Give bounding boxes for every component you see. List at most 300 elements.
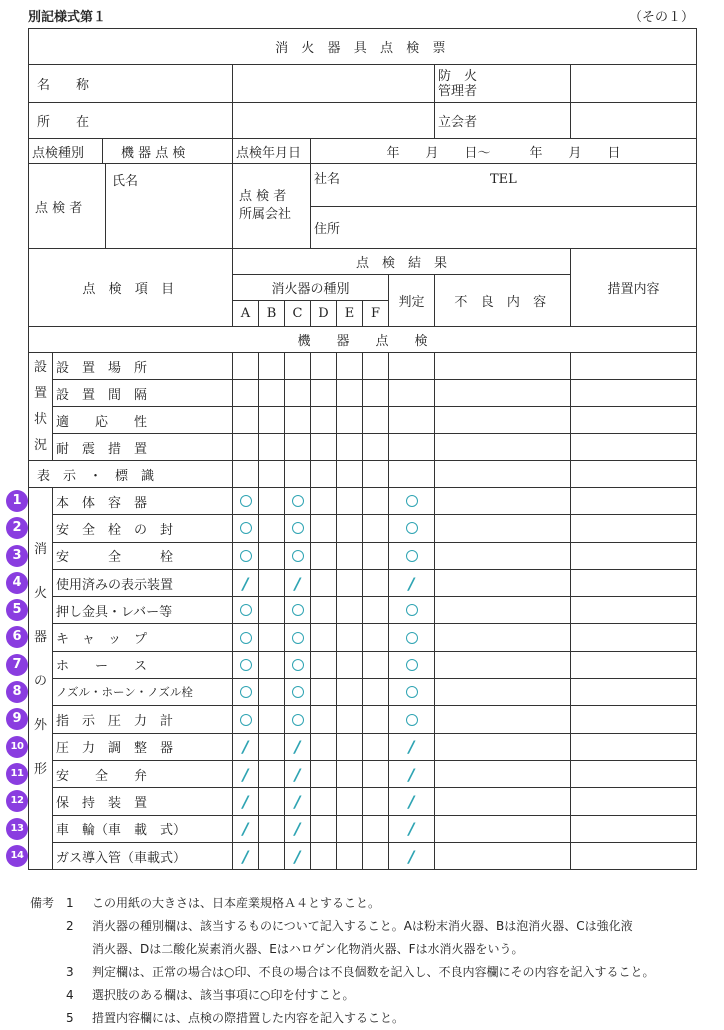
ext-item: 押し金具・レバー等	[53, 597, 233, 624]
result-type-e[interactable]	[337, 733, 363, 760]
slash-mark-icon: /	[408, 764, 415, 784]
slash-mark-icon: /	[294, 846, 301, 866]
result-type-c[interactable]	[285, 488, 311, 515]
note-head	[30, 938, 66, 961]
result-cell[interactable]	[337, 461, 363, 488]
fire-manager-label: 防 火 管理者	[435, 65, 571, 103]
ok-circle-icon	[240, 604, 252, 616]
result-type-a[interactable]	[233, 733, 259, 760]
company-address-field[interactable]: 住所	[311, 206, 697, 249]
result-type-c[interactable]	[285, 679, 311, 706]
result-cell[interactable]	[311, 461, 337, 488]
company-label: 点 検 者 所属会社	[233, 164, 311, 249]
form-title: 消 火 器 具 点 検 票	[29, 29, 697, 65]
item-number-badge: 14	[6, 845, 28, 867]
slash-mark-icon: /	[294, 819, 301, 839]
note-head	[30, 915, 66, 938]
name-field[interactable]	[233, 65, 435, 103]
result-cell[interactable]	[389, 407, 435, 434]
result-type-a[interactable]	[233, 706, 259, 733]
result-type-f[interactable]	[363, 651, 389, 678]
note-text: 選択肢のある欄は、該当事項に○印を付すこと。	[92, 988, 355, 1002]
ext-item: 安 全 弁	[53, 760, 233, 787]
judge-cell[interactable]	[389, 515, 435, 542]
note-text: 措置内容欄には、点検の際措置した内容を記入すること。	[92, 1011, 405, 1025]
ok-circle-icon	[406, 522, 418, 534]
note-text: 消火器、Dは二酸化炭素消火器、Eはハロゲン化物消火器、Fは水消火器をいう。	[92, 942, 524, 956]
result-cell[interactable]	[435, 407, 571, 434]
measures-cell[interactable]	[571, 760, 697, 787]
result-type-a[interactable]	[233, 760, 259, 787]
ok-circle-icon	[406, 550, 418, 562]
measures-cell[interactable]	[571, 706, 697, 733]
ok-circle-icon	[240, 522, 252, 534]
type-f: F	[363, 301, 389, 327]
ok-circle-icon	[292, 714, 304, 726]
result-type-b[interactable]	[259, 569, 285, 596]
defect-cell[interactable]	[435, 788, 571, 815]
result-cell[interactable]	[259, 434, 285, 461]
ext-item: ガス導入管（車載式）	[53, 842, 233, 869]
ok-circle-icon	[406, 632, 418, 644]
ok-circle-icon	[406, 714, 418, 726]
result-type-e[interactable]	[337, 651, 363, 678]
result-cell[interactable]	[571, 434, 697, 461]
item-number-badge: 2	[6, 517, 28, 539]
slash-mark-icon: /	[294, 737, 301, 757]
result-type-d[interactable]	[311, 651, 337, 678]
result-type-f[interactable]	[363, 488, 389, 515]
measures-cell[interactable]	[571, 788, 697, 815]
result-cell[interactable]	[337, 434, 363, 461]
result-cell[interactable]	[233, 353, 259, 380]
ext-item: 安 全 栓 の 封	[53, 515, 233, 542]
measures-cell[interactable]	[571, 569, 697, 596]
slash-mark-icon: /	[408, 573, 415, 593]
result-type-e[interactable]	[337, 842, 363, 869]
measures-cell[interactable]	[571, 815, 697, 842]
slash-mark-icon: /	[408, 737, 415, 757]
ok-circle-icon	[292, 604, 304, 616]
result-type-a[interactable]	[233, 488, 259, 515]
result-type-e[interactable]	[337, 788, 363, 815]
note-head	[30, 1007, 66, 1030]
ok-circle-icon	[292, 550, 304, 562]
result-cell[interactable]	[571, 353, 697, 380]
result-type-d[interactable]	[311, 679, 337, 706]
result-cell[interactable]	[259, 461, 285, 488]
slash-mark-icon: /	[294, 791, 301, 811]
location-field[interactable]	[233, 103, 435, 139]
result-cell[interactable]	[285, 407, 311, 434]
result-cell[interactable]	[363, 434, 389, 461]
measures-cell[interactable]	[571, 597, 697, 624]
result-type-d[interactable]	[311, 788, 337, 815]
judge-cell[interactable]	[389, 733, 435, 760]
ok-circle-icon	[240, 714, 252, 726]
note-head: 備考	[30, 896, 55, 910]
type-b: B	[259, 301, 285, 327]
item-number-badge: 11	[6, 763, 28, 785]
result-type-b[interactable]	[259, 515, 285, 542]
judge-cell[interactable]	[389, 760, 435, 787]
note-number: 1	[66, 896, 74, 910]
result-type-f[interactable]	[363, 597, 389, 624]
witness-label: 立会者	[435, 103, 571, 139]
ok-circle-icon	[240, 495, 252, 507]
judge-cell[interactable]	[389, 842, 435, 869]
defect-header: 不 良 内 容	[435, 275, 571, 327]
result-type-c[interactable]	[285, 760, 311, 787]
ok-circle-icon	[406, 495, 418, 507]
result-type-c[interactable]	[285, 597, 311, 624]
result-type-b[interactable]	[259, 542, 285, 569]
fire-manager-field[interactable]	[571, 65, 697, 103]
result-type-d[interactable]	[311, 624, 337, 651]
ok-circle-icon	[240, 632, 252, 644]
result-type-c[interactable]	[285, 706, 311, 733]
ext-item: 圧 力 調 整 器	[53, 733, 233, 760]
judge-cell[interactable]	[389, 651, 435, 678]
result-cell[interactable]	[233, 407, 259, 434]
item-number-badge: 5	[6, 599, 28, 621]
slash-mark-icon: /	[408, 846, 415, 866]
result-cell[interactable]	[363, 407, 389, 434]
note-line	[30, 984, 710, 1007]
item-number-badge: 6	[6, 626, 28, 648]
result-type-f[interactable]	[363, 542, 389, 569]
result-type-b[interactable]	[259, 842, 285, 869]
result-cell[interactable]	[285, 434, 311, 461]
result-cell[interactable]	[233, 461, 259, 488]
result-type-b[interactable]	[259, 488, 285, 515]
result-type-a[interactable]	[233, 597, 259, 624]
result-type-c[interactable]	[285, 788, 311, 815]
inspector: 点 検 者 氏名	[29, 164, 233, 249]
ext-type-header: 消火器の種別	[233, 275, 389, 301]
ok-circle-icon	[292, 495, 304, 507]
note-number: 2	[66, 919, 74, 933]
note-head	[30, 984, 66, 1007]
section-header: 機 器 点 検	[29, 327, 697, 353]
measures-cell[interactable]	[571, 624, 697, 651]
result-type-b[interactable]	[259, 788, 285, 815]
ext-item: キ ャ ッ プ	[53, 624, 233, 651]
item-number-badge: 7	[6, 654, 28, 676]
ext-item: 指 示 圧 力 計	[53, 706, 233, 733]
ok-circle-icon	[240, 659, 252, 671]
result-type-c[interactable]	[285, 624, 311, 651]
result-cell[interactable]	[337, 380, 363, 407]
measures-cell[interactable]	[571, 488, 697, 515]
ok-circle-icon	[292, 632, 304, 644]
note-number: 4	[66, 988, 74, 1002]
defect-cell[interactable]	[435, 597, 571, 624]
defect-cell[interactable]	[435, 515, 571, 542]
ok-circle-icon	[240, 550, 252, 562]
measures-cell[interactable]	[571, 515, 697, 542]
result-type-c[interactable]	[285, 651, 311, 678]
result-type-b[interactable]	[259, 679, 285, 706]
ext-item: 使用済みの表示装置	[53, 569, 233, 596]
result-type-c[interactable]	[285, 842, 311, 869]
result-type-c[interactable]	[285, 569, 311, 596]
result-type-e[interactable]	[337, 760, 363, 787]
name-label: 名 称	[29, 65, 233, 103]
result-cell[interactable]	[389, 461, 435, 488]
slash-mark-icon: /	[294, 764, 301, 784]
defect-cell[interactable]	[435, 815, 571, 842]
measures-cell[interactable]	[571, 842, 697, 869]
result-cell[interactable]	[389, 353, 435, 380]
display-item: 表 示 ・ 標 識	[29, 461, 233, 488]
items-header: 点 検 項 目	[29, 249, 233, 327]
inspection-kind: 点検種別 機 器 点 検	[29, 139, 233, 164]
result-cell[interactable]	[435, 380, 571, 407]
slash-mark-icon: /	[294, 573, 301, 593]
ext-item: 車 輪（車 載 式）	[53, 815, 233, 842]
note-head	[30, 961, 66, 984]
result-type-b[interactable]	[259, 706, 285, 733]
result-cell[interactable]	[337, 407, 363, 434]
result-type-b[interactable]	[259, 733, 285, 760]
result-type-f[interactable]	[363, 760, 389, 787]
note-line	[30, 1007, 710, 1030]
note-line	[30, 961, 710, 984]
result-type-d[interactable]	[311, 760, 337, 787]
result-type-d[interactable]	[311, 815, 337, 842]
result-cell[interactable]	[435, 353, 571, 380]
judge-cell[interactable]	[389, 597, 435, 624]
install-item: 適 応 性	[53, 407, 233, 434]
defect-cell[interactable]	[435, 624, 571, 651]
result-cell[interactable]	[435, 461, 571, 488]
result-type-a[interactable]	[233, 542, 259, 569]
inspector-name-field[interactable]: 氏名	[112, 174, 139, 189]
result-type-e[interactable]	[337, 488, 363, 515]
note-line	[30, 938, 710, 961]
defect-cell[interactable]	[435, 842, 571, 869]
result-type-e[interactable]	[337, 515, 363, 542]
measures-cell[interactable]	[571, 542, 697, 569]
note-line	[30, 892, 710, 915]
result-cell[interactable]	[259, 353, 285, 380]
result-type-f[interactable]	[363, 679, 389, 706]
ext-item: ノズル・ホーン・ノズル栓	[53, 679, 233, 706]
result-type-a[interactable]	[233, 679, 259, 706]
result-type-f[interactable]	[363, 815, 389, 842]
judge-cell[interactable]	[389, 706, 435, 733]
result-type-e[interactable]	[337, 679, 363, 706]
result-type-b[interactable]	[259, 624, 285, 651]
result-type-c[interactable]	[285, 815, 311, 842]
result-type-e[interactable]	[337, 815, 363, 842]
result-type-d[interactable]	[311, 597, 337, 624]
result-cell[interactable]	[571, 461, 697, 488]
slash-mark-icon: /	[408, 791, 415, 811]
judge-cell[interactable]	[389, 679, 435, 706]
result-type-d[interactable]	[311, 515, 337, 542]
page-indicator: （その１）	[628, 10, 694, 25]
result-cell[interactable]	[389, 380, 435, 407]
result-cell[interactable]	[337, 353, 363, 380]
date-label: 点検年月日	[233, 139, 311, 164]
ok-circle-icon	[406, 686, 418, 698]
judge-cell[interactable]	[389, 569, 435, 596]
defect-cell[interactable]	[435, 542, 571, 569]
result-type-f[interactable]	[363, 624, 389, 651]
slash-mark-icon: /	[242, 573, 249, 593]
item-number-badge: 3	[6, 545, 28, 567]
item-number-badge: 4	[6, 572, 28, 594]
judge-cell[interactable]	[389, 624, 435, 651]
slash-mark-icon: /	[242, 791, 249, 811]
result-type-a[interactable]	[233, 515, 259, 542]
result-type-a[interactable]	[233, 651, 259, 678]
item-number-badge: 12	[6, 790, 28, 812]
defect-cell[interactable]	[435, 488, 571, 515]
ok-circle-icon	[406, 604, 418, 616]
result-type-d[interactable]	[311, 542, 337, 569]
measures-header: 措置内容	[571, 249, 697, 327]
result-type-b[interactable]	[259, 651, 285, 678]
result-type-f[interactable]	[363, 842, 389, 869]
defect-cell[interactable]	[435, 760, 571, 787]
witness-field[interactable]	[571, 103, 697, 139]
ok-circle-icon	[240, 686, 252, 698]
type-a: A	[233, 301, 259, 327]
slash-mark-icon: /	[242, 846, 249, 866]
result-cell[interactable]	[311, 407, 337, 434]
result-type-c[interactable]	[285, 733, 311, 760]
result-type-e[interactable]	[337, 569, 363, 596]
judge-header: 判定	[389, 275, 435, 327]
judge-cell[interactable]	[389, 542, 435, 569]
result-type-e[interactable]	[337, 706, 363, 733]
note-text: 消火器の種別欄は、該当するものについて記入すること。Aは粉末消火器、Bは泡消火器、Cは強化液	[92, 919, 633, 933]
result-type-a[interactable]	[233, 624, 259, 651]
result-type-d[interactable]	[311, 733, 337, 760]
install-item: 設 置 場 所	[53, 353, 233, 380]
inspection-form-table	[28, 28, 697, 870]
slash-mark-icon: /	[242, 819, 249, 839]
result-cell[interactable]	[363, 461, 389, 488]
result-type-a[interactable]	[233, 815, 259, 842]
result-type-b[interactable]	[259, 815, 285, 842]
ext-item: 保 持 装 置	[53, 788, 233, 815]
judge-cell[interactable]	[389, 788, 435, 815]
result-cell[interactable]	[259, 407, 285, 434]
install-status-label: 設置状況	[29, 353, 53, 461]
result-cell[interactable]	[363, 380, 389, 407]
result-cell[interactable]	[311, 434, 337, 461]
result-type-c[interactable]	[285, 542, 311, 569]
result-type-f[interactable]	[363, 569, 389, 596]
result-cell[interactable]	[571, 380, 697, 407]
defect-cell[interactable]	[435, 733, 571, 760]
judge-cell[interactable]	[389, 815, 435, 842]
result-cell[interactable]	[285, 353, 311, 380]
notes-section	[30, 892, 710, 1030]
install-item: 設 置 間 隔	[53, 380, 233, 407]
result-type-a[interactable]	[233, 569, 259, 596]
appearance-label: 消火器の外形	[29, 488, 53, 870]
results-header: 点 検 結 果	[233, 249, 571, 275]
ok-circle-icon	[292, 659, 304, 671]
result-type-d[interactable]	[311, 569, 337, 596]
result-type-d[interactable]	[311, 706, 337, 733]
ok-circle-icon	[406, 659, 418, 671]
defect-cell[interactable]	[435, 679, 571, 706]
note-number	[66, 938, 92, 961]
result-type-e[interactable]	[337, 624, 363, 651]
ext-item: 本 体 容 器	[53, 488, 233, 515]
result-type-d[interactable]	[311, 488, 337, 515]
note-number: 3	[66, 965, 74, 979]
measures-cell[interactable]	[571, 733, 697, 760]
result-cell[interactable]	[285, 380, 311, 407]
install-item: 耐 震 措 置	[53, 434, 233, 461]
note-line	[30, 915, 710, 938]
result-type-b[interactable]	[259, 760, 285, 787]
company-name-field[interactable]: 社名 TEL	[311, 164, 697, 207]
item-number-badge: 8	[6, 681, 28, 703]
ext-item: ホ ー ス	[53, 651, 233, 678]
note-number: 5	[66, 1011, 74, 1025]
result-cell[interactable]	[435, 434, 571, 461]
result-type-f[interactable]	[363, 788, 389, 815]
ok-circle-icon	[292, 522, 304, 534]
result-type-f[interactable]	[363, 733, 389, 760]
result-cell[interactable]	[259, 380, 285, 407]
result-cell[interactable]	[363, 353, 389, 380]
result-type-e[interactable]	[337, 597, 363, 624]
result-cell[interactable]	[311, 380, 337, 407]
slash-mark-icon: /	[408, 819, 415, 839]
item-number-badge: 1	[6, 490, 28, 512]
item-number-badge: 13	[6, 818, 28, 840]
defect-cell[interactable]	[435, 651, 571, 678]
slash-mark-icon: /	[242, 737, 249, 757]
defect-cell[interactable]	[435, 706, 571, 733]
result-type-d[interactable]	[311, 842, 337, 869]
result-type-c[interactable]	[285, 515, 311, 542]
result-cell[interactable]	[233, 380, 259, 407]
date-field[interactable]: 年 月 日～ 年 月 日	[311, 139, 697, 164]
result-cell[interactable]	[571, 407, 697, 434]
defect-cell[interactable]	[435, 569, 571, 596]
note-text: この用紙の大きさは、日本産業規格Ａ４とすること。	[92, 896, 381, 910]
item-number-badge: 9	[6, 708, 28, 730]
result-type-f[interactable]	[363, 515, 389, 542]
slash-mark-icon: /	[242, 764, 249, 784]
result-cell[interactable]	[285, 461, 311, 488]
result-type-a[interactable]	[233, 842, 259, 869]
result-cell[interactable]	[233, 434, 259, 461]
note-text: 判定欄は、正常の場合は○印、不良の場合は不良個数を記入し、不良内容欄にその内容を記入すること。	[92, 965, 655, 979]
result-type-a[interactable]	[233, 788, 259, 815]
result-type-e[interactable]	[337, 542, 363, 569]
measures-cell[interactable]	[571, 651, 697, 678]
result-cell[interactable]	[389, 434, 435, 461]
judge-cell[interactable]	[389, 488, 435, 515]
result-type-f[interactable]	[363, 706, 389, 733]
type-e: E	[337, 301, 363, 327]
item-number-badge: 10	[6, 736, 28, 758]
result-type-b[interactable]	[259, 597, 285, 624]
result-cell[interactable]	[311, 353, 337, 380]
measures-cell[interactable]	[571, 679, 697, 706]
